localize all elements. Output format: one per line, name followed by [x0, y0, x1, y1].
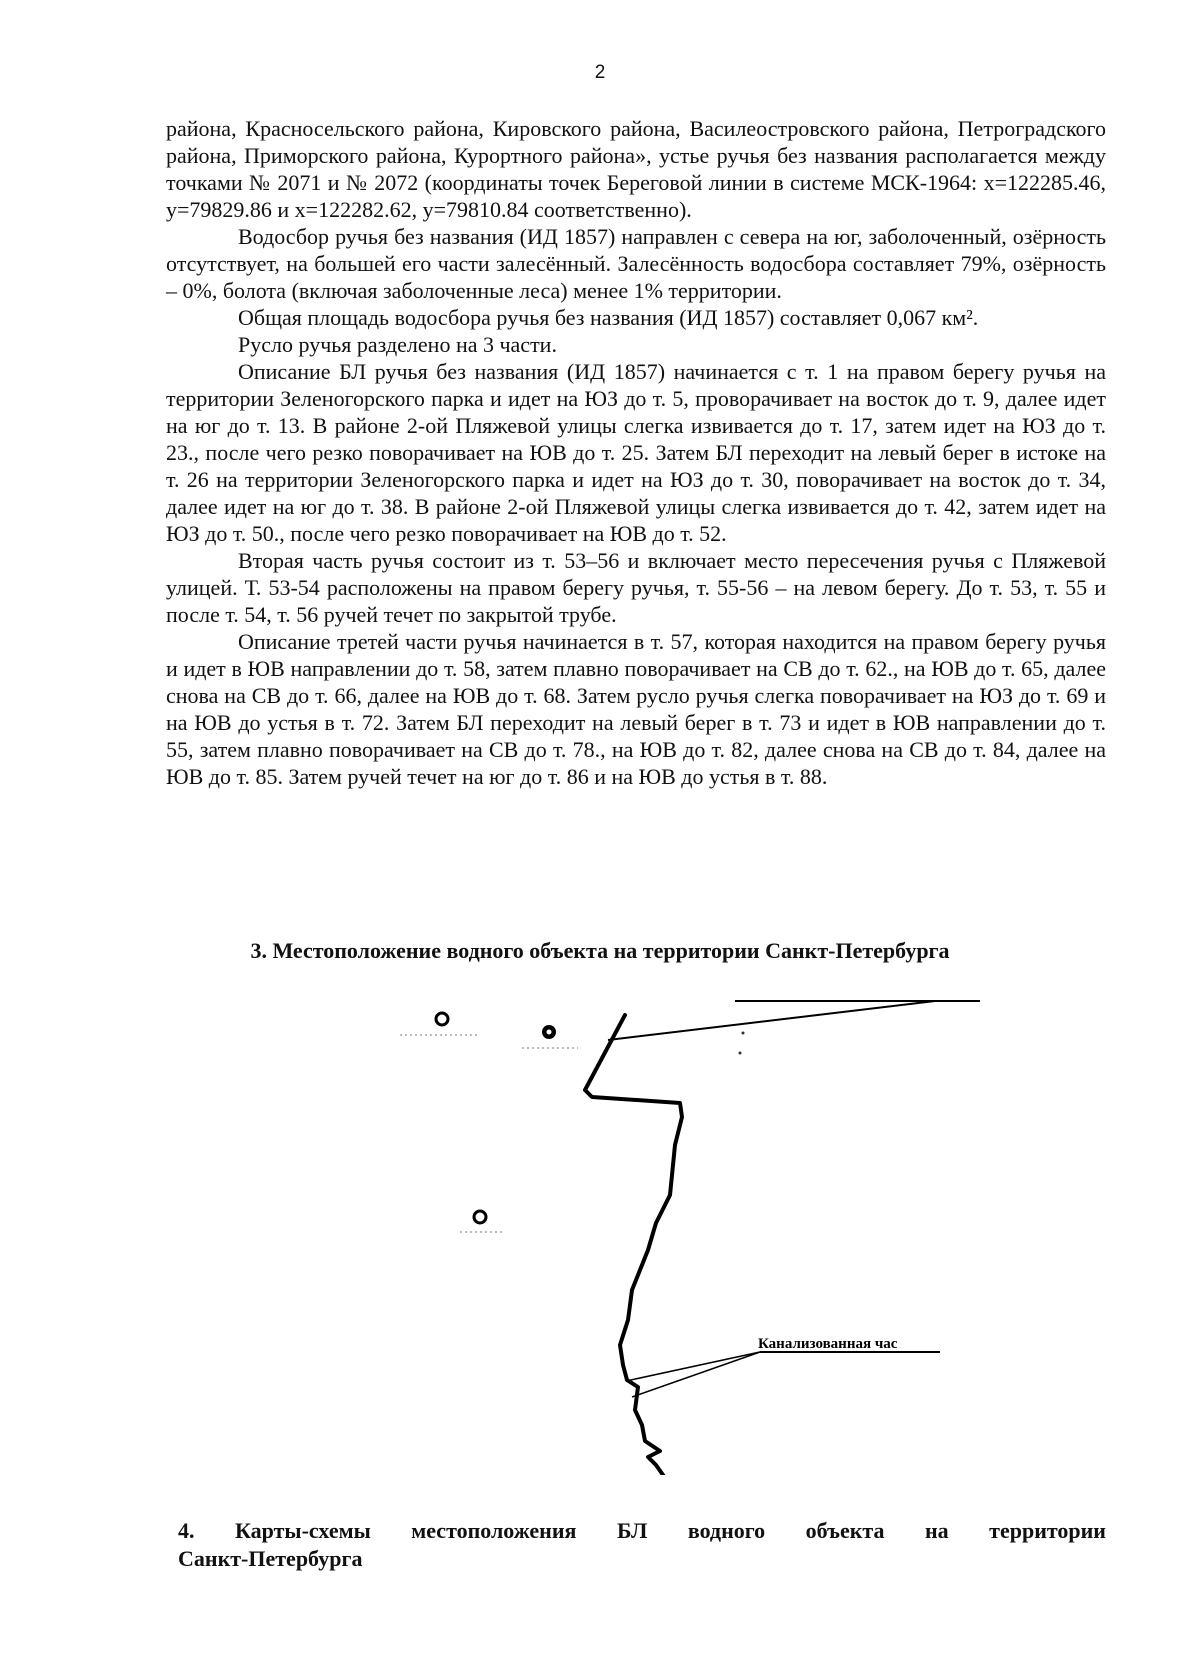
paragraph-part2: Вторая часть ручья состоит из т. 53–56 и включает место пересечения ручья с Пляжевой улицей. Т. 53-54 расположены на правом берегу ручья, т. 55-56 – на левом берегу. До т. 53, т. 55 и после т. 54, т. 56 ручей течет по закрытой трубе. [166, 548, 1106, 627]
paragraph-channel-parts: Русло ручья разделено на 3 части. [238, 332, 557, 357]
circle-marker-icon [436, 1013, 448, 1025]
body-text [166, 115, 1106, 790]
map-speck [742, 1032, 745, 1035]
paragraph-catchment: Водосбор ручья без названия (ИД 1857) направлен с севера на юг, заболоченный, озёрность отсутствует, на большей его части залесённый. Залесённость водосбора составляет 79%, озёрность – 0%, болота (включая заболоченные леса) менее 1% территории. [166, 224, 1106, 303]
paragraph-part3: Описание третей части ручья начинается в т. 57, которая находится на правом берегу ручья и идет в ЮВ направлении до т. 58, затем плавно поворачивает на СВ до т. 62., на ЮВ до т. 65, далее снова на СВ до т. 66, далее на ЮВ до т. 68. Затем русло ручья слегка поворачивает на ЮЗ до т. 69 и на ЮВ до устья в т. 72. Затем БЛ переходит на левый берег в т. 73 и идет в ЮВ направлении до т. 55, затем плавно поворачивает на СВ до т. 78., на ЮВ до т. 82, далее снова на СВ до т. 84, далее на ЮВ до т. 85. Затем ручей течет на юг до т. 86 и на ЮВ до устья в т. 88. [166, 629, 1106, 789]
callout-leader-canal-2 [632, 1352, 760, 1397]
section-4-heading: 4. Карты-схемы местоположения БЛ водного объекта на территории [178, 1518, 1106, 1543]
paragraph-intro-continued: района, Красносельского района, Кировского района, Василеостровского района, Петроградского района, Приморского района, Курортного района», устье ручья без названия располагается между точками № 2071 и № 2072 (координаты точек Береговой линии в системе МСК-1964: x=122285.46, y=79829.86 и x=122282.62, y=79810.84 соответственно). [166, 116, 1106, 222]
paragraph-part1: Описание БЛ ручья без названия (ИД 1857) начинается с т. 1 на правом берегу ручья на территории Зеленогорского парка и идет на ЮЗ до т. 5, проворачивает на восток до т. 9, далее идет на юг до т. 13. В районе 2-ой Пляжевой улицы слегка извивается до т. 17, затем идет на ЮЗ до т. 23., после чего резко поворачивает на ЮВ до т. 25. Затем БЛ переходит на левый берег в истоке на т. 26 на территории Зеленогорского парка и идет на ЮЗ до т. 30, поворачивает на восток до т. 34, далее идет на юг до т. 38. В районе 2-ой Пляжевой улицы слегка извивается до т. 42, затем идет на ЮЗ до т. 50., после чего резко поворачивает на ЮВ до т. 52. [166, 359, 1106, 546]
map-speck [739, 1052, 742, 1055]
callout-leader-canal-1 [626, 1352, 760, 1381]
callout-leader-top [608, 1001, 935, 1040]
canal-callout-label: Канализованная час [758, 1336, 898, 1352]
map-markers-svg [380, 1007, 630, 1067]
circle-marker-icon [474, 1211, 486, 1223]
stream-line [585, 1015, 682, 1475]
page-number: 2 [594, 62, 606, 83]
paragraph-area: Общая площадь водосбора ручья без названия (ИД 1857) составляет 0,067 км². [238, 305, 979, 330]
section-3-heading: 3. Местоположение водного объекта на территории Санкт-Петербурга [250, 938, 950, 963]
map-marker-group [380, 1007, 630, 1067]
section-4-heading-continued: Санкт-Петербурга [178, 1546, 363, 1571]
